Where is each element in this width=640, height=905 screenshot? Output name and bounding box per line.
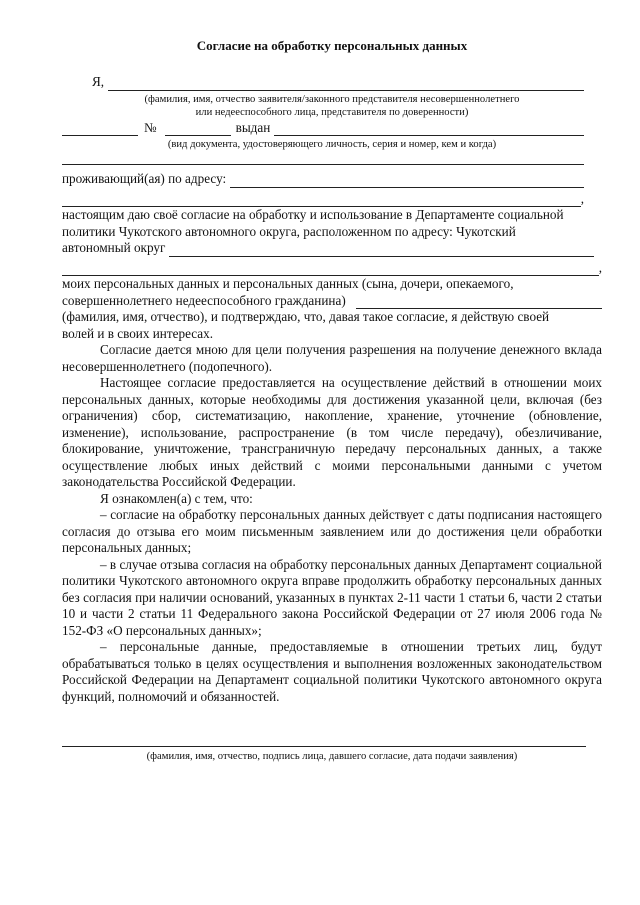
document-issuer-field[interactable]	[274, 123, 584, 136]
point-2: – в случае отзыва согласия на обработку персональных данных Департамент социальной политики Чукотского автономного округа вправе продолжить обработку персональных данных без согласия при наличии оснований, указанных в пунктах 2-11 части 1 статьи 6, части 2 статьи 10 и части 2 статьи 11 Федерального закона Российской Федерации от 27 июля 2006 года № 152-ФЗ «О персональных данных»;	[62, 556, 602, 638]
consent-row-4	[62, 260, 602, 277]
consent-line-3: автономный округ	[62, 240, 166, 255]
document-series-field[interactable]	[62, 125, 138, 136]
point-3: – персональные данные, предоставляемые в отношении третьих лиц, будут обрабатываться только в целях осуществления и выполнения возложенных законодательством Российской Федерации на Департамент социальной политики Чукотского автономного округа функций, полномочий и обязанностей.	[62, 639, 602, 704]
applicant-name-field[interactable]	[108, 78, 584, 91]
point-1: – согласие на обработку персональных данных действует с даты подписания настоящего согласия до отзыва его моим письменным заявлением или до достижения цели обработки персональных данных;	[62, 507, 602, 555]
consent-line-2: политики Чукотского автономного округа, расположенном по адресу: Чукотский	[62, 223, 516, 239]
minor-name-field[interactable]	[356, 296, 602, 309]
minor-line-2: совершеннолетнего недееспособного гражданина)	[62, 292, 346, 308]
consent-form	[62, 38, 602, 763]
document-title: Согласие на обработку персональных данных	[196, 38, 468, 53]
address-row-2	[62, 191, 602, 208]
applicant-prefix: Я,	[92, 74, 105, 89]
consent-comma: ,	[598, 259, 602, 275]
applicant-hint-2: или недееспособного лица, представителя по доверенности)	[195, 106, 469, 118]
document-row	[62, 120, 602, 137]
minor-line-4: волей и в своих интересах.	[62, 325, 214, 341]
minor-line-3: (фамилия, имя, отчество), и подтверждаю, что, давая такое согласие, я действую своей	[62, 309, 550, 324]
document-number-field[interactable]	[165, 125, 231, 136]
address-label: проживающий(ая) по адресу:	[62, 171, 227, 186]
issued-label: выдан	[235, 119, 271, 135]
department-address-field[interactable]	[169, 244, 594, 257]
separator-line	[62, 151, 584, 165]
minor-row-2	[62, 293, 602, 310]
signature-hint: (фамилия, имя, отчество, подпись лица, давшего согласие, дата подачи заявления)	[146, 751, 518, 762]
number-sign: №	[144, 119, 157, 135]
address-field-2[interactable]	[62, 194, 581, 207]
applicant-row	[62, 74, 602, 91]
consent-line-1: настоящим даю своё согласие на обработку и использование в Департаменте социальной	[62, 207, 564, 222]
signature-field[interactable]	[62, 733, 586, 747]
purpose-paragraph: Согласие дается мною для цели получения разрешения на получение денежного вклада несовершеннолетнего (подопечного).	[62, 342, 602, 374]
address-comma: ,	[580, 190, 584, 206]
address-field[interactable]	[230, 175, 584, 188]
actions-paragraph: Настоящее согласие предоставляется на осуществление действий в отношении моих персональных данных, которые необходимы для достижения указанной цели, включая (без ограничения) сбор, систематизацию, накопление, хранение, уточнение (обновление, изменение), использование, распространение (в том числе передачу), обезличивание, блокирование, уничтожение, трансграничную передачу персональных данных, а также осуществление любых иных действий с моими персональными данными с учетом законодательства Российской Федерации.	[62, 375, 602, 489]
department-address-field-2[interactable]	[62, 263, 599, 276]
minor-line-1: моих персональных данных и персональных данных (сына, дочери, опекаемого,	[62, 276, 514, 291]
applicant-hint-1: (фамилия, имя, отчество заявителя/законного представителя несовершеннолетнего	[144, 93, 520, 105]
document-hint: (вид документа, удостоверяющего личность, серия и номер, кем и когда)	[167, 139, 497, 150]
address-row	[62, 171, 602, 188]
aware-paragraph: Я ознакомлен(а) с тем, что:	[100, 490, 253, 506]
consent-row-3	[62, 240, 602, 257]
